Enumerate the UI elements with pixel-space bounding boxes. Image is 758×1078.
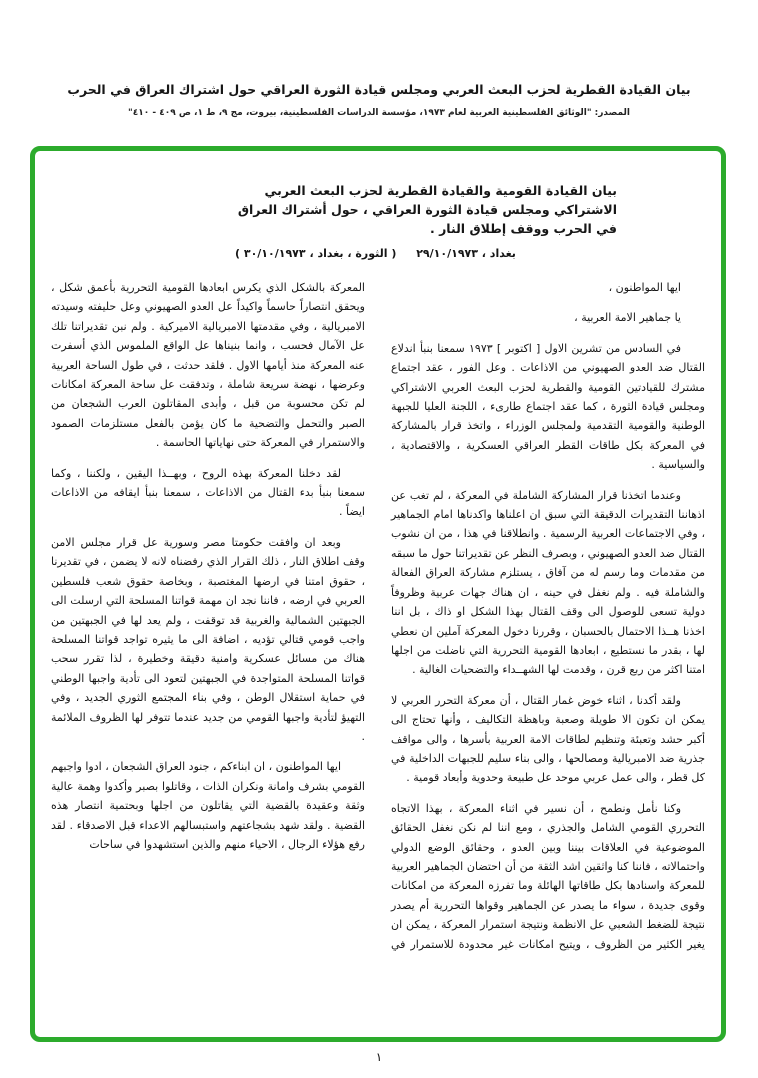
paragraph: يا جماهير الامة العربية ،: [574, 311, 681, 325]
page-title: بيان القيادة القطرية لحزب البعث العربي ومجلس قيادة الثورة العراقي حول اشتراك العراق في الحرب: [67, 82, 691, 97]
source-citation: المصدر: "الوثائق الفلسطينية العربية لعام ١٩٧٣، مؤسسة الدراسات الفلسطينية، بيروت، مج ٩، ط ١، ص ٤٠٩ - ٤١٠": [128, 108, 630, 118]
heading-line: الاشتراكي ومجلس قيادة الثورة العراقي ، حول أشتراك العراق: [237, 202, 617, 217]
dateline: [235, 247, 617, 260]
document-heading: [235, 181, 617, 238]
heading-line: بيان القيادة القومية والقيادة القطرية لحزب البعث العربي: [264, 183, 617, 198]
document-frame: [30, 146, 726, 1042]
paragraph: ولقد أكدنا ، اثناء خوض غمار القتال ، أن معركة التحرر العربي لا يمكن ان تكون الا طويلة وصعبة وباهظة التكاليف ، وأنها تحتاج الى أكبر حشد وتعبئة وتنظيم لطاقات الامة العربية بأسرها ، والى مواقف جذرية ضد الامبريالية ومصالحها ، والى بناء سليم للجبهات الداخلية في كل قطر ، والى عمل عربي موحد عل طبيعة وحدوية وأبعاد قومية .: [391, 693, 705, 785]
paragraph: وكنا نأمل ونطمح ، أن نسير في اثناء المعركة ، بهذا الاتجاه التحرري القومي الشامل والجذري ، ومع اننا لم نكن نغفل الحقائق الموضوعية في العلاقات بيننا وبين العدو ، وحقائق الوضع الدولي واحتمالاته ، فاننا كنا واثقين اشد الثقة من أن احتضان الجماهير العربية للمعركة واسنادها بكل طاقاتها الهائلة وما تفرزه المعركة من امكانات وقوى جديدة ، سواء ما يصدر عن الجماهير وقواها التحررية أم يصدر نتيجة للضغط الشعبي عل الانظمة ونتيجة استمرار المعركة ، يمكن ان يغير الكثير من الظروف ، ويتيح امكانات غير محدودة للاستمرار في المعركة بالشكل الذي يكرس ابعادها القومية التحررية بأعمق شكل ، ويحقق انتصاراً حاسماً واكيداً عل العدو الصهيوني وعل حليفته وسيدته الامبريالية ، وفي مقدمتها الامبريالية الاميركية . ولم نبن تقديراتنا تلك عل الآمال فحسب ، وانما بنيناها عل الواقع الملموس الذي أسفرت عنه المعركة منذ أيامها الاول . فلقد حدثت ، في طول الساحة العربية وعرضها ، نهضة سريعة شاملة ، وتدفقت عل ساحة المعركة امكانات لم تكن محسوبة من قبل ، وأبدى المقاتلون العرب الشجعان من الصبر والتحمل والتضحية ما كان يؤمن بالفعل مستلزمات الصمود والاستمرار في المعركة حتى نهاياتها الحاسمة .: [51, 281, 705, 951]
page-number: ١: [375, 1050, 383, 1064]
paragraph: ايها المواطنون ،: [608, 281, 681, 294]
paragraph: ايها المواطنون ، ان ابناءكم ، جنود العراق الشجعان ، ادوا واجبهم القومي بشرف وامانة ونكران الذات ، وقاتلوا بصبر وأكدوا وهمة عالية وثقة وعقيدة بالقضية التي يقاتلون من اجلها وبحتمية انتصار هذه القضية . ولقد شهد بشجاعتهم واستبسالهم الاعداء قبل الاصدقاء . لقد رفع هؤلاء الرجال ، الاحياء منهم والذين استشهدوا في ساحات: [51, 760, 365, 851]
paragraph: وبعد ان وافقت حكومتا مصر وسورية عل قرار مجلس الامن وقف اطلاق النار ، ذلك القرار الذي رفضناه لانه لا يضمن ، في تقديرنا ، حقوق امتنا في ارضها المغتصبة ، وبخاصة حقوق شعب فلسطين العربي في ارضه ، فاننا نجد ان مهمة قواتنا المسلحة التي ارسلت الى الجبهتين الشمالية والغربية قد توقفت ، ولم يعد لها في الجبهتين من واجب قومي قتالي تؤديه ، اضافة الى ما يثيره تواجد قواتنا المسلحة هناك من مسائل عسكرية وامنية دقيقة وخطيرة ، لذا تقرر سحب قواتنا المسلحة المتواجدة في الجبهتين لتعود الى تأدية واجبها الوطني في حماية استقلال الوطن ، وفي بناء المجتمع الثوري الجديد ، وفي التهيؤ لتأدية واجبها القومي من جديد عندما تتوفر لها الظروف الملائمة .: [51, 535, 365, 743]
paragraph: لقد دخلنا المعركة بهذه الروح ، وبهــذا اليقين ، ولكننا ، وكما سمعنا بنبأ بدء القتال من الاذاعات ، سمعنا بنبأ ايقافه من الاذاعات ايضاً .: [51, 466, 365, 519]
dateline-place-date: بغداد ، ٢٩/١٠/١٩٧٣: [416, 247, 516, 260]
paragraph: في السادس من تشرين الاول [ اكتوبر ] ١٩٧٣ سمعنا بنبأ اندلاع القتال ضد العدو الصهيوني من الاذاعات . وعل الفور ، عقد اجتماع مشترك للقيادتين القومية والقطرية لحزب البعث العربي الاشتراكي ومجلس قيادة الثورة ، كما عقد اجتماع طارىء ، اللجنة العليا للجبهة الوطنية والقومية التقدمية ولمجلس الوزراء ، واتخذ قرار بالمشاركة في المعركة بكل طاقات القطر العراقي العسكرية ، والاقتصادية ، والسياسية .: [391, 341, 705, 472]
dateline-source-ref: ( الثورة ، بغداد ، ٣٠/١٠/١٩٧٣ ): [235, 247, 397, 260]
heading-line: في الحرب ووقف إطلاق النار .: [430, 221, 617, 236]
paragraph: وعندما اتخذنا قرار المشاركة الشاملة في المعركة ، لم تغب عن اذهاننا التقديرات الدقيقة التي سبق ان اعلناها واكدناها امام الجماهير ، وفي الاجتماعات العربية الرسمية . وانطلاقنا في هذا ، من ان نشوب القتال ضد العدو الصهيوني ، وبصرف النظر عن تقديراتنا حول ما سبقه من مقدمات وما رسم له من آفاق ، يستلزم مشاركة العراق الفعالة والشاملة فيه . ولم نغفل في حينه ، ان هناك جهات عربية وظروفاً دولية تسعى للوصول الى وقف القتال بهذا الشكل او ذاك ، بل اننا اخذنا هــذا الاحتمال بالحسبان ، وقررنا دخول المعركة آملين ان نعطي لها ، بقدر ما نستطيع ، ابعادها القومية التحررية التي ناضلت من اجلها امتنا اكثر من ربع قرن ، وقدمت لها الشهــداء والتضحيات الغالية .: [391, 488, 705, 677]
document-body: [51, 278, 705, 960]
